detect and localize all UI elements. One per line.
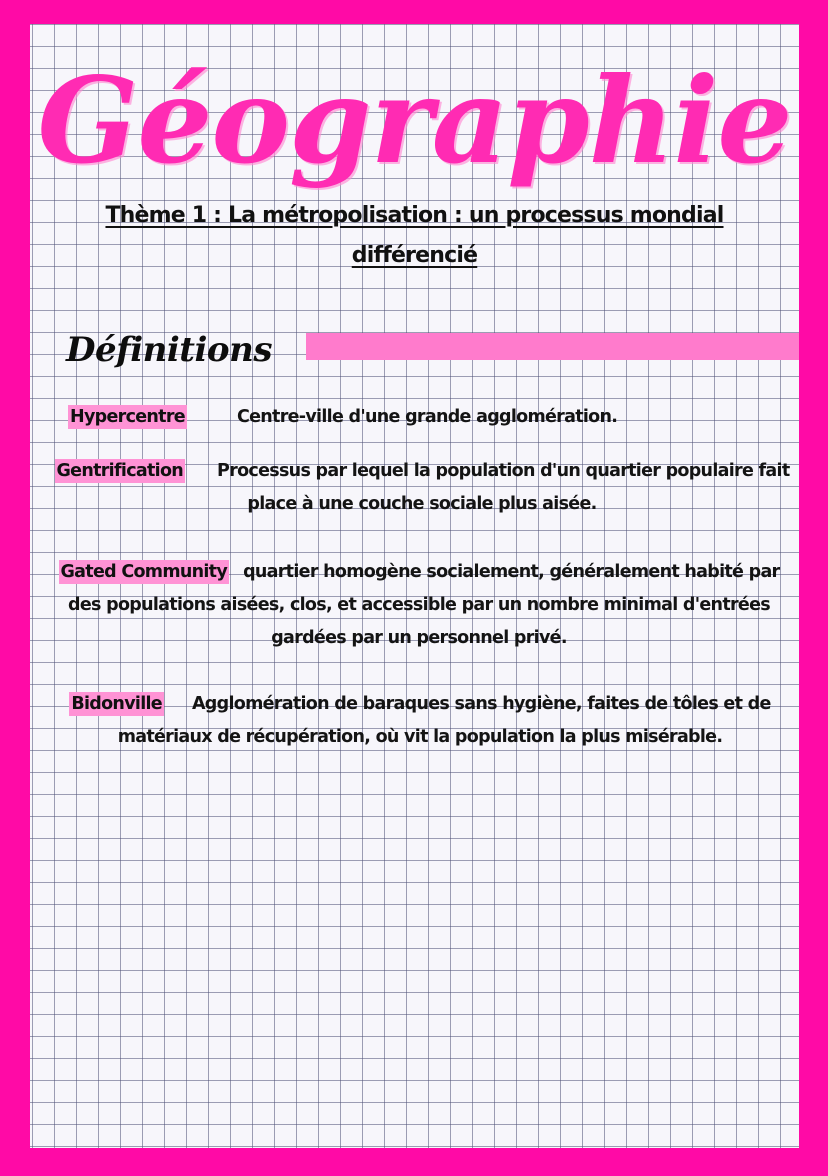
definition-gentrification	[50, 455, 794, 521]
theme-subtitle: Thème 1 : La métropolisation : un processus mondial différencié	[105, 203, 724, 268]
definition-bidonville	[44, 688, 796, 754]
definition-text: Processus par lequel la population d'un quartier populaire fait place à une couche sociale plus aisée.	[217, 461, 790, 514]
term-highlight: Bidonville	[71, 694, 162, 714]
definition-text: Agglomération de baraques sans hygiène, faites de tôles et de matériaux de récupération, où vit la population la plus misérable.	[117, 694, 771, 747]
definition-hypercentre	[68, 401, 788, 434]
term-highlight: Gentrification	[56, 461, 184, 481]
definition-text: quartier homogène socialement, généralement habité par des populations aisées, clos, et accessible par un nombre minimal d'entrées gardées par un personnel privé.	[68, 562, 780, 648]
term-highlight: Gated Community	[60, 562, 228, 582]
definition-gated-community	[44, 556, 794, 655]
page-title: Géographie	[37, 51, 792, 190]
heading-highlight-bar	[306, 333, 799, 360]
section-heading: Définitions	[66, 330, 272, 370]
grid-paper	[30, 24, 799, 1148]
term-highlight: Hypercentre	[70, 407, 185, 427]
definition-text: Centre-ville d'une grande agglomération.	[236, 407, 618, 427]
